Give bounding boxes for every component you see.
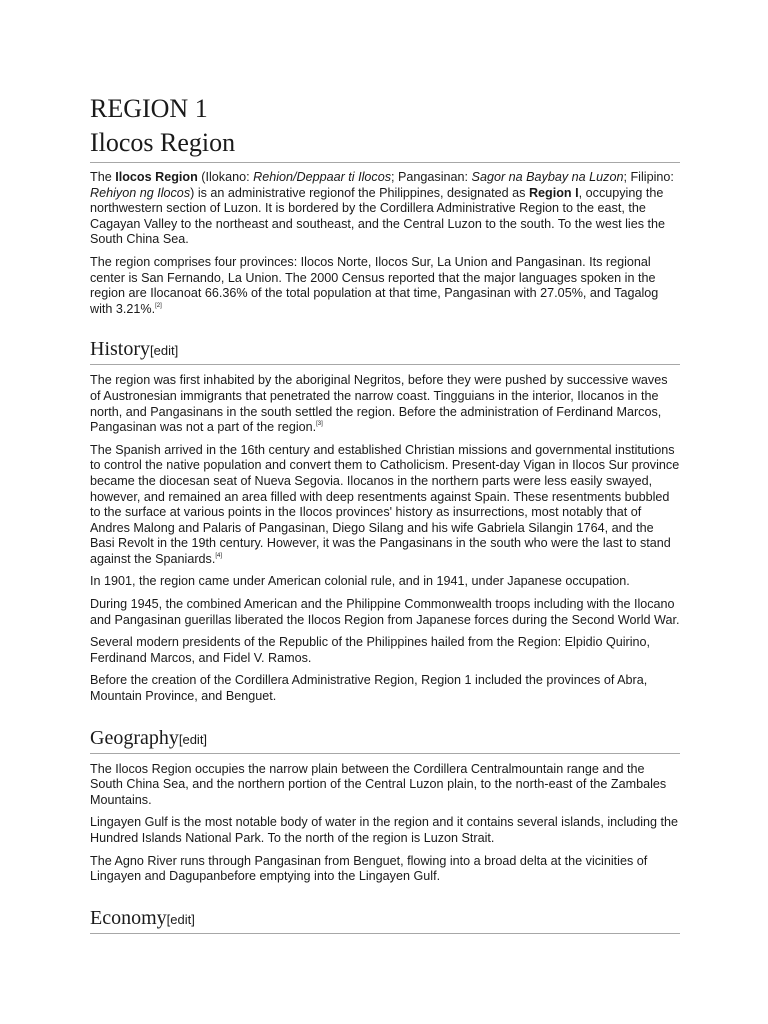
history-paragraph-6: Before the creation of the Cordillera Administrative Region, Region 1 included the provinces of Abra, Mountain Province, and Benguet. (90, 673, 648, 704)
section-title: Economy (90, 906, 167, 929)
page-title-line1: REGION 1 (90, 94, 208, 123)
text-run: ) is an administrative regionof the Philippines, designated as (190, 185, 529, 200)
intro-paragraph-2 (90, 255, 680, 317)
text-run: (Ilokano: (197, 170, 254, 184)
section-heading-geography (90, 726, 680, 754)
text-run: The Spanish arrived in the 16th century and established Christian missions and governmental institutions to control the native population and convert them to Catholicism. Present-day Vigan in Ilocos Sur province became the diocesan seat of Nueva Segovia. Ilocanos in the northern parts were less easily swayed, however, and remained an area filled with deep resentments against Spain. These resentments bubbled to the surface at various points in the Ilocos provinces' history as insurrections, most notably that of Andres Malong and Palaris of Pangasinan, Diego Silang and his wife Gabriela Silangin 1764, and the Basi Revolt in the 19th century. However, it was the Pangasinans in the south who were the last to stand against the Spaniards. (90, 442, 680, 566)
citation-ref[interactable]: [3] (316, 421, 323, 428)
citation-ref[interactable]: [4] (215, 552, 222, 559)
history-paragraph-2 (90, 443, 680, 568)
bold-term-ilocos-region: Ilocos Region (115, 170, 198, 184)
section-heading-economy (90, 906, 680, 934)
text-run: ; Filipino: (623, 170, 674, 184)
intro-paragraph-1 (90, 170, 680, 248)
history-paragraph-3: In 1901, the region came under American colonial rule, and in 1941, under Japanese occupation. (90, 574, 630, 589)
history-paragraph-5: Several modern presidents of the Republic of the Philippines hailed from the Region: Elpidio Quirino, Ferdinand Marcos, and Fidel V. Ramos. (90, 635, 651, 665)
text-run: ; Pangasinan: (391, 170, 472, 184)
section-heading-history (90, 337, 680, 365)
bold-term-region-i: Region I (528, 185, 579, 200)
text-run: The region was first inhabited by the aboriginal Negritos, before they were pushed by successive waves of Austronesian immigrants that penetrated the narrow coast. Tingguians in the interior, Ilocanos in the north, and Pangasinans in the south settled the region. Before the administration of Ferdinand Marcos, Pangasinan was not a part of the region. (90, 373, 668, 435)
edit-link-geography[interactable]: [edit] (178, 731, 208, 747)
history-paragraph-1 (90, 373, 680, 435)
edit-link-history[interactable]: [edit] (150, 343, 179, 359)
text-run: The region comprises four provinces: Ilocos Norte, Ilocos Sur, La Union and Pangasinan. Its regional center is San Fernando, La Union. The 2000 Census reported that the major languages spoken in the region are Ilocanoat 66.36% of the total population at that time, Pangasinan with 27.05%, and Tagalog with 3.21%. (90, 254, 659, 316)
article-content (90, 92, 680, 942)
italic-term-filipino: Rehiyon ng Ilocos (90, 185, 191, 200)
text-run: , occupying the northwestern section of Luzon. It is bordered by the Cordillera Administrative Region to the east, the Cagayan Valley to the northeast and southeast, and the Central Luzon to the south. To the west lies the South China Sea. (90, 185, 666, 247)
italic-term-pangasinan: Sagor na Baybay na Luzon (471, 170, 624, 184)
section-title: Geography (90, 726, 179, 749)
section-title: History (90, 338, 150, 361)
italic-term-ilokano: Rehion/Deppaar ti Ilocos (253, 170, 392, 184)
geography-paragraph-2: Lingayen Gulf is the most notable body of water in the region and it contains several islands, including the Hundred Islands National Park. To the north of the region is Luzon Strait. (90, 815, 679, 845)
edit-link-economy[interactable]: [edit] (166, 911, 195, 927)
history-paragraph-4: During 1945, the combined American and the Philippine Commonwealth troops including with the Ilocano and Pangasinan guerillas liberated the Ilocos Region from Japanese forces during the Second World War. (90, 597, 680, 627)
geography-paragraph-1: The Ilocos Region occupies the narrow plain between the Cordillera Centralmountain range and the South China Sea, and the northern portion of the Central Luzon plain, to the north-east of the Zambales Mountains. (90, 761, 667, 807)
text-run: The (90, 170, 116, 184)
page-title-line2: Ilocos Region (90, 126, 680, 163)
geography-paragraph-3: The Agno River runs through Pangasinan from Benguet, flowing into a broad delta at the vicinities of Lingayen and Dagupanbefore emptying into the Lingayen Gulf. (90, 853, 648, 884)
citation-ref[interactable]: [2] (155, 302, 162, 309)
